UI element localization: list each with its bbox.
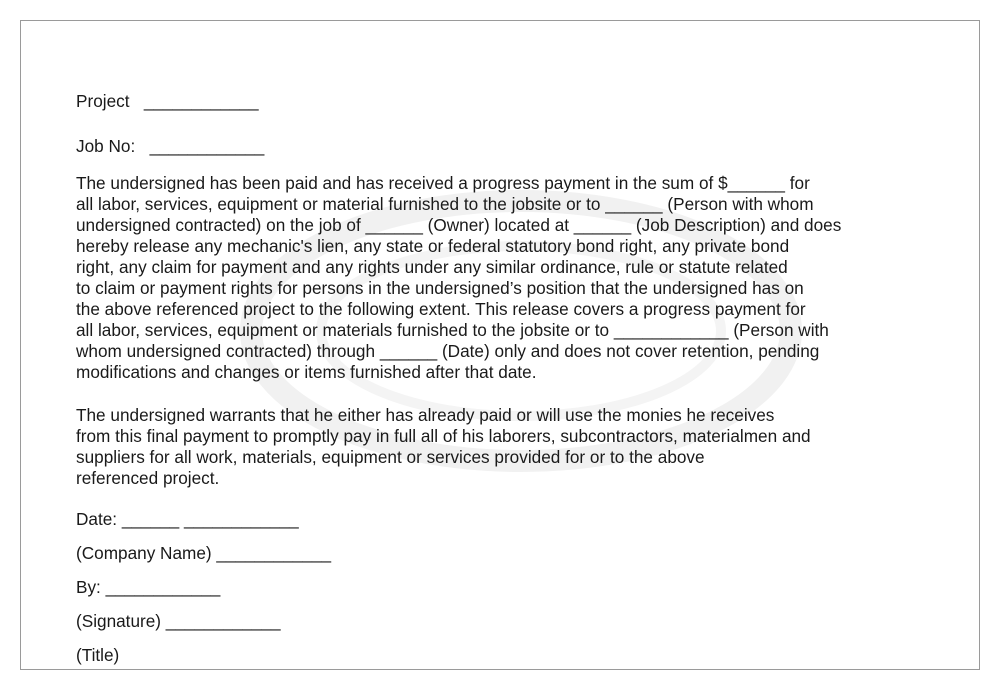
paragraph-line: referenced project.: [76, 468, 220, 488]
date-field: Date: ______ ____________: [76, 509, 299, 529]
release-paragraph: [76, 173, 976, 383]
company-name-field: (Company Name) ____________: [76, 543, 332, 563]
by-field: By: ____________: [76, 577, 221, 597]
document-body: [76, 89, 976, 667]
paragraph-line: The undersigned warrants that he either has already paid or will use the monies he receives: [76, 405, 775, 425]
paragraph-line: right, any claim for payment and any rights under any similar ordinance, rule or statute related: [76, 257, 788, 277]
signature-field: (Signature) ____________: [76, 611, 281, 631]
project-blank: ____________: [143, 91, 259, 111]
title-field: (Title): [76, 645, 120, 665]
jobno-label: Job No:: [76, 136, 136, 156]
paragraph-line: the above referenced project to the following extent. This release covers a progress payment for: [76, 299, 806, 319]
paragraph-line: modifications and changes or items furnished after that date.: [76, 362, 537, 382]
paragraph-line: suppliers for all work, materials, equipment or services provided for or to the above: [76, 447, 705, 467]
paragraph-line: undersigned contracted) on the job of ______ (Owner) located at ______ (Job Description) and does: [76, 215, 842, 235]
document-page: [20, 20, 980, 670]
jobno-blank: ____________: [149, 136, 265, 156]
project-label: Project: [76, 91, 130, 111]
warranty-paragraph: [76, 405, 976, 489]
paragraph-line: whom undersigned contracted) through ______ (Date) only and does not cover retention, pending: [76, 341, 820, 361]
paragraph-line: all labor, services, equipment or material furnished to the jobsite or to ______ (Person with whom: [76, 194, 814, 214]
jobno-field: [76, 134, 976, 158]
paragraph-line: from this final payment to promptly pay in full all of his laborers, subcontractors, materialmen and: [76, 426, 811, 446]
paragraph-line: all labor, services, equipment or materials furnished to the jobsite or to ____________ (Person with: [76, 320, 829, 340]
project-field: [76, 89, 976, 113]
paragraph-line: hereby release any mechanic's lien, any state or federal statutory bond right, any private bond: [76, 236, 790, 256]
paragraph-line: The undersigned has been paid and has received a progress payment in the sum of $______ for: [76, 173, 810, 193]
paragraph-line: to claim or payment rights for persons in the undersigned’s position that the undersigned has on: [76, 278, 804, 298]
